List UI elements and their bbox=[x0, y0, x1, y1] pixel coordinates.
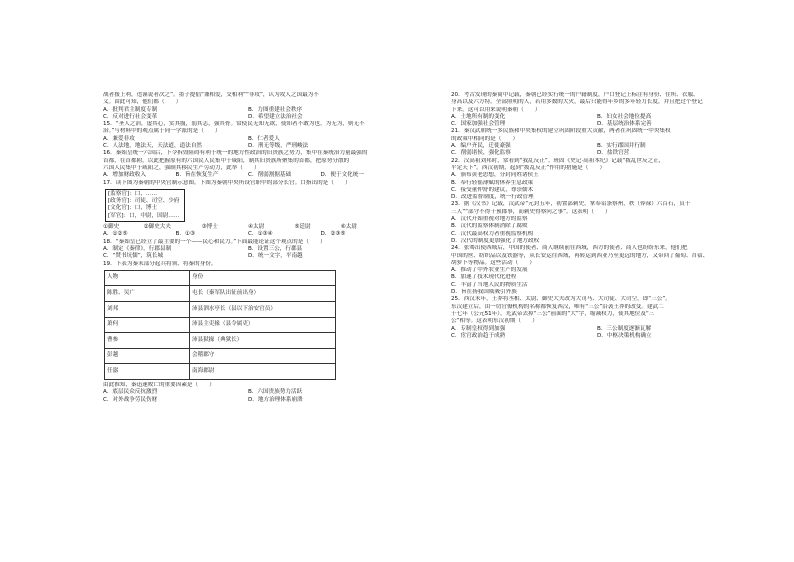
table-cell: 会稽郡守 bbox=[190, 348, 336, 364]
options-row bbox=[103, 172, 393, 179]
q18-stem: 18．“秦始皇已经立了最主要的一个——民心和民力。”下面最能论证这个观点的是（ ） bbox=[103, 238, 326, 245]
numbered-option: ⑥太尉 bbox=[340, 224, 357, 231]
option-c: C．反对进行社会变革 bbox=[103, 113, 158, 120]
option-b: B．汉代的监察体制消除了腐败 bbox=[451, 223, 528, 230]
options-row bbox=[451, 326, 743, 333]
q21-stem: 21．秦汉武朝统一多民族和中央集权的建立巩固阶段重大贡献，两者在巩固统一中央集权 bbox=[451, 128, 671, 135]
q19-question: 由此推知，秦迅速败亡的重要因素是（ ） bbox=[103, 381, 215, 388]
q21-stem: 的政策中相同的是（ ） bbox=[451, 135, 519, 142]
table-cell: 曹参 bbox=[105, 333, 190, 349]
option-d: D．统一文字，平南越 bbox=[248, 253, 303, 260]
table-header-row bbox=[105, 270, 336, 286]
option-d: D．盐铁官营 bbox=[597, 150, 630, 157]
option-b: B．六国贵族势力活跃 bbox=[248, 389, 303, 396]
option-b: B．妇女社会地位提高 bbox=[597, 113, 652, 120]
numbered-option: ④太尉 bbox=[247, 224, 265, 231]
option-a: A．制定《秦律》，行郡县制 bbox=[103, 245, 172, 252]
option-a: A．批判君主制度专制 bbox=[103, 106, 158, 113]
option-a: A．编户齐民，迁徙豪强 bbox=[451, 143, 511, 150]
q17-stem: 17．读下图为秦朝的中央官制示意图。下图为秦朝中央所设官职中的部分长官。口指出的是（ ） bbox=[103, 179, 351, 186]
identity-table bbox=[104, 270, 336, 380]
option-b: B．奉行轻徭薄赋的休养生息政策 bbox=[451, 179, 534, 186]
q25-stem: 25．西汉末年，王莽将丞相、太尉、御史大夫改为大司马、大司徒、大司空，即“三公”。 bbox=[451, 296, 671, 303]
official-system-box bbox=[105, 189, 185, 222]
question-intro-line: 义。由此可知，他们都（ ） bbox=[103, 99, 182, 106]
options-row bbox=[451, 333, 743, 340]
table-row bbox=[105, 286, 336, 302]
q22-stem: 22．汉高祖刘邦时，常看到“我乱反正”。班固《史记·高祖本纪》记载“拨乱世反之正， bbox=[451, 157, 665, 164]
table-row bbox=[105, 348, 336, 364]
option-a: A．底层民众反抗激烈 bbox=[103, 389, 158, 396]
q25-stem: 十七年（公元51年），光武帝去掉“三公”前面的“大”字，缩减权力，使其地位及“三 bbox=[451, 310, 655, 317]
box-line: [文化官]：口，博士 bbox=[108, 205, 158, 212]
numbered-option: ③博士 bbox=[201, 224, 218, 231]
option-b: B．加速了技术现代化进程 bbox=[451, 274, 517, 281]
numbered-option: ⑤廷尉 bbox=[294, 224, 311, 231]
option-d: D．地方治理体系崩溃 bbox=[248, 396, 303, 403]
q24-stem: 中国的丝、纺织品以及铁器等，从长安运往西域，再转运到西亚乃至更远的地方，又带回了葡萄、苜蓿、 bbox=[451, 252, 709, 259]
q16-stem: 六国人民集中于咸阳之，强制其移民生产劳动力，此举（ ） bbox=[103, 164, 260, 171]
option-a: A．颁布黄老思想，分封同姓诸侯王 bbox=[451, 172, 539, 179]
table-cell: 刘邦 bbox=[105, 302, 190, 318]
q20-stem: 下来。这可以用来说明秦朝（ ） bbox=[451, 106, 541, 113]
option-a: A．①②⑤ bbox=[103, 231, 128, 238]
official-system-box-wrap bbox=[105, 189, 393, 222]
option-d: D．②③⑤ bbox=[320, 231, 346, 238]
option-d: D．刑无等级，严刑峻法 bbox=[248, 143, 309, 150]
option-a: A．推动了中外农业生产的发展 bbox=[451, 267, 528, 274]
options-row bbox=[103, 397, 393, 404]
option-b: B．①③ bbox=[175, 231, 195, 238]
option-d: D．便于文化统一 bbox=[320, 172, 364, 179]
option-a: A．土地所有制的变化 bbox=[451, 113, 506, 120]
option-b: B．力图重建社会秩序 bbox=[248, 106, 303, 113]
q16-stem: 首都，在首都附，以此把握原有的六国民人民集中于咸阳，制其旧贵族所聚集的首都，把原势分散的 bbox=[103, 157, 350, 164]
option-c: C．削弱割据基础 bbox=[248, 172, 292, 179]
option-c: C．丰富了当地人民的物质生活 bbox=[451, 281, 528, 288]
option-c: C．“焚书坑儒”，筑长城 bbox=[103, 253, 164, 260]
question-intro-line: 战者援上利，违谨说者次之”。墨子提倡“兼相爱，交相利”“非攻”，认为攻人之国最为不 bbox=[103, 92, 319, 98]
table-header-cell: 身份 bbox=[190, 270, 336, 286]
option-d: D．希望建立法治社会 bbox=[248, 113, 303, 120]
table-header-cell: 人物 bbox=[105, 270, 190, 286]
options-row bbox=[103, 107, 393, 114]
table-row bbox=[105, 364, 336, 380]
left-column bbox=[103, 92, 393, 404]
option-d: D．改进监督制度，统一行政管理 bbox=[451, 194, 534, 201]
option-d: D．中枢决策机构确立 bbox=[597, 332, 652, 339]
option-a: A．增加财政收入 bbox=[103, 172, 146, 179]
option-c: C．人法地，地法天，天法道，道法自然 bbox=[103, 143, 203, 150]
option-c: C．接受董仲舒的建议，尊崇儒术 bbox=[451, 186, 534, 193]
option-d: D．旨在扬我国威吸引外族 bbox=[451, 289, 517, 296]
table-row bbox=[105, 333, 336, 349]
option-a: A．专制皇权得到加强 bbox=[451, 325, 506, 332]
option-d: D．汉代的制度更加强化了地方政权 bbox=[451, 237, 540, 244]
table-cell: 南海郡尉 bbox=[190, 364, 336, 380]
option-b: B．设置三公，行郡县 bbox=[248, 245, 303, 252]
option-a: A．汉代开始重视对地方的监察 bbox=[451, 216, 528, 223]
q23-stem: 三人”“部守不得干预郡事，而刺史得察问之事”。这表明（ ） bbox=[451, 208, 611, 215]
table-cell: 彭越 bbox=[105, 348, 190, 364]
q24-stem: 胡萝卜等物品。这些活动（ ） bbox=[451, 259, 535, 266]
q15-stem: 治。”与材料中的观点属于同一学派的是（ ） bbox=[103, 128, 221, 135]
table-cell: 沛县狱掾（典狱长） bbox=[190, 333, 336, 349]
option-b: B．仁者爱人 bbox=[248, 135, 280, 142]
q19-stem: 19．下表为秦末部分起兵将领、将秦的身份。 bbox=[103, 260, 217, 267]
table-row bbox=[105, 302, 336, 318]
options-row bbox=[103, 136, 393, 143]
numbered-option: ①御史 bbox=[103, 224, 120, 231]
options-row bbox=[103, 231, 393, 238]
q25-stem: 公”相等。这表明东汉初期（ ） bbox=[451, 318, 538, 325]
option-c: C．①③④ bbox=[248, 231, 273, 238]
option-d: D．基层统治体系完善 bbox=[597, 121, 652, 128]
table-row bbox=[105, 317, 336, 333]
options-row bbox=[451, 150, 743, 157]
option-b: B．三公制度逐渐瓦解 bbox=[597, 325, 652, 332]
options-row bbox=[103, 253, 393, 260]
option-c: C．汉代最高权力者重视监察机构 bbox=[451, 230, 534, 237]
table-cell: 萧何 bbox=[105, 317, 190, 333]
q22-stem: 平定天下”。西汉初期，起到“拨乱反正”作用的措施是（ ） bbox=[451, 164, 606, 171]
option-b: B．旨在恢复生产 bbox=[175, 172, 219, 179]
table-cell: 屯长（秦军队出征前出身） bbox=[190, 286, 336, 302]
q20-stem: 20．考古发现的秦简中记载，秦朝已经实行统一的户籍制度，户口登记上标注有身份、住所、衣服、 bbox=[451, 92, 699, 98]
option-c: C．宦官政治趋于成熟 bbox=[451, 332, 506, 339]
options-row bbox=[103, 389, 393, 396]
q24-stem: 24．张骞出使西域后，中国的使者、商人继续前往西域，西方的使者、商人也纷纷东来，他们把 bbox=[451, 245, 688, 252]
q25-stem: 东汉建立后，由一切官僚机构的名称都恢复西汉，唯有“三公”沿袭王莽的改变。建武二 bbox=[451, 303, 664, 310]
box-line: [监察官]：口，…… bbox=[108, 190, 158, 197]
q20-stem: 身高以及六方特。全部照明的人，若用多数的大火，最后只能得年乡的多年轻力长度，并且把过个登记 bbox=[451, 99, 703, 106]
q23-stem: 23．据《汉书》记载，汉武帝“元封五年，初置部刺史，掌奉诏条察州，秩（俸禄）六百石，员十 bbox=[451, 201, 691, 208]
options-row bbox=[103, 114, 393, 121]
table-cell: 任嚣 bbox=[105, 364, 190, 380]
option-b: B．实行郡国并行制 bbox=[597, 143, 646, 150]
table-cell: 沛县泗水亭长（县以下治安官员） bbox=[190, 302, 336, 318]
q16-stem: 16．秦始皇统一六国后，下令拆毁阻碍有利于统一的地方性政治的旧贵族之势力，集中在秦统治力量最强的 bbox=[103, 150, 368, 157]
box-line: [政务官]：司徒、司空、少府 bbox=[108, 198, 180, 205]
options-row bbox=[451, 121, 743, 128]
option-c: C．削弱诸侯，强化监察 bbox=[451, 150, 511, 157]
box-line: [军官]：口，中尉，国尉…… bbox=[108, 212, 180, 219]
right-column bbox=[451, 92, 743, 340]
table-cell: 沛县主吏掾（县令属吏） bbox=[190, 317, 336, 333]
option-c: C．对外战争劳民伤财 bbox=[103, 396, 158, 403]
table-cell: 陈胜、吴广 bbox=[105, 286, 190, 302]
numbered-option: ②御史大夫 bbox=[143, 224, 171, 231]
options-row bbox=[103, 143, 393, 150]
option-a: A．兼爱非攻 bbox=[103, 135, 135, 142]
q15-stem: 15．“圣人之治，虚其心，实其腹，弱其志，强其骨。常使民无知无欲，使知者不敢为也。为无为，则无不 bbox=[103, 121, 365, 128]
option-c: C．国家加强社会管理 bbox=[451, 121, 506, 128]
